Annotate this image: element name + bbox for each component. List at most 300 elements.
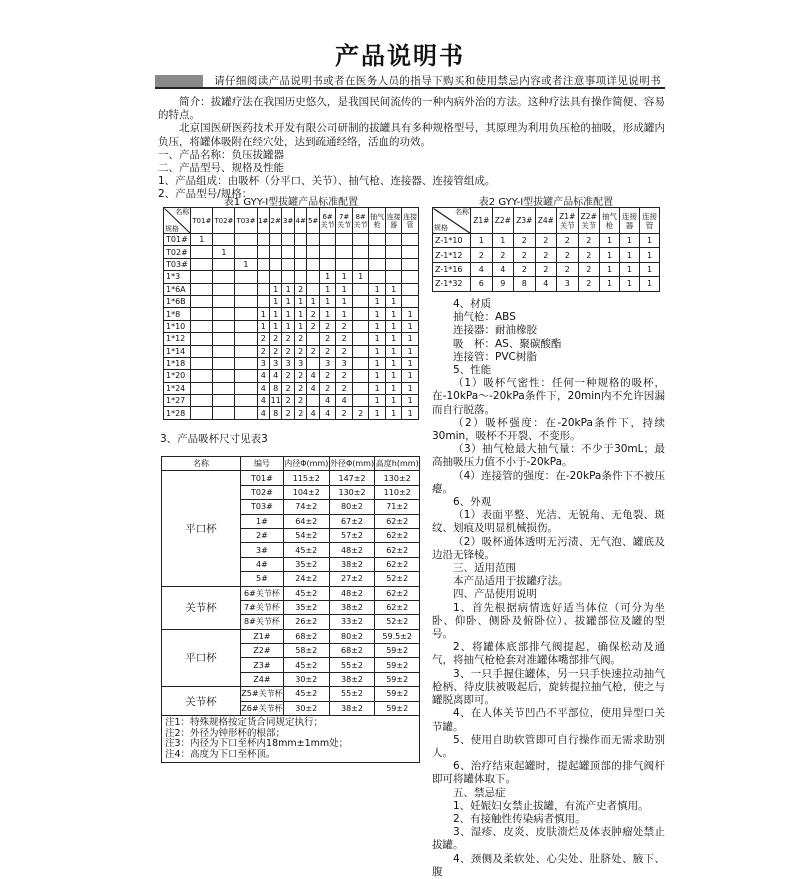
table-cell: 8#关节杯 (241, 615, 284, 629)
table-cell (213, 357, 235, 369)
table2-block (432, 197, 660, 292)
table-row (164, 320, 419, 332)
table-cell: 2 (492, 248, 513, 262)
table-cell: 2 (578, 277, 599, 291)
table-cell: Z5#关节杯 (241, 687, 284, 701)
paragraph: 抽气枪：ABS (453, 311, 516, 324)
table-cell (191, 395, 213, 407)
table-cell: 2 (471, 248, 492, 262)
table-cell: 1 (619, 277, 639, 291)
column-header: Z4# (535, 208, 556, 234)
notes-cell (162, 716, 420, 763)
table-row (433, 262, 660, 276)
table-cell: Z4# (241, 672, 284, 686)
corner-top-label: 名称 (175, 208, 190, 216)
table-cell (352, 357, 369, 369)
column-header: Z1# 关节 (557, 208, 578, 234)
table-cell: 67±2 (329, 514, 375, 528)
table-cell: 1 (269, 308, 281, 320)
paragraph: 2、将罐体底部排气阀提起，确保松动及通气，将抽气枪枪套对准罐体嘴部排气阀。 (432, 641, 665, 667)
table-row (164, 234, 419, 246)
table-cell (235, 234, 257, 246)
table-cell: 2 (336, 333, 353, 345)
table-cell: 38±2 (329, 600, 375, 614)
table-cell: 1 (600, 234, 620, 248)
table-cell: 2 (557, 262, 578, 276)
table-cell: 2 (319, 370, 336, 382)
paragraph: （1）吸杯气密性：任何一种规格的吸杯，在-10kPa～-20kPa条件下，20min内不允许因漏而自行脱落。 (432, 377, 665, 416)
table-cell: 2 (294, 333, 306, 345)
table-cell: 1 (600, 262, 620, 276)
paragraph: （4）连接管的强度：在-20kPa条件下不被压瘪。 (432, 469, 665, 495)
table-row (433, 277, 660, 291)
table-cell: 130±2 (329, 485, 375, 499)
table-cell: 1 (639, 277, 659, 291)
table-cell: 74±2 (283, 500, 329, 514)
paragraph: 连接器：耐油橡胶 (453, 324, 537, 337)
table-cell: 80±2 (329, 629, 375, 643)
note: 注1：特殊规格按定货合同规定执行； (165, 717, 324, 729)
table-cell (369, 234, 386, 246)
table-cell (191, 308, 213, 320)
paragraph: 二、产品型号、规格及性能 (158, 162, 284, 175)
column-header: 外径Φ(mm) (329, 457, 375, 471)
table-cell (257, 234, 269, 246)
table-cell: 2 (294, 283, 306, 295)
table-cell: 33±2 (329, 615, 375, 629)
table-cell: 1 (619, 262, 639, 276)
table-cell: 3 (319, 357, 336, 369)
table-cell: 8 (269, 407, 281, 419)
table-cell: 2 (282, 333, 294, 345)
table-cell (294, 271, 306, 283)
table-cell (352, 370, 369, 382)
column-header: Z2# (492, 208, 513, 234)
table-cell: 1 (402, 345, 419, 357)
table-cell: 62±2 (375, 528, 420, 542)
row-label: T02# (164, 246, 191, 258)
table-cell (402, 234, 419, 246)
subtitle: 请仔细阅读产品说明书或者在医务人员的指导下购买和使用禁忌内容或者注意事项详见说明书 (214, 75, 661, 87)
section3-heading: 3、产品吸杯尺寸见表3 (160, 433, 268, 445)
table-cell: 1 (385, 308, 402, 320)
paragraph: 吸 杯：AS、聚碳酸酯 (453, 337, 562, 350)
table-cell: 62±2 (375, 543, 420, 557)
table-cell: 2 (535, 248, 556, 262)
table2-title: 表2 GYY-I型拔罐产品标准配置 (478, 197, 614, 208)
table-cell: 1 (369, 320, 386, 332)
column-header: 高度h(mm) (375, 457, 420, 471)
table-cell: 4 (492, 262, 513, 276)
table-cell (213, 333, 235, 345)
table-cell (191, 283, 213, 295)
table-cell: 11 (270, 396, 281, 406)
table-cell: 1 (336, 271, 353, 283)
table-cell: 1 (269, 283, 281, 295)
table-cell: 59.5±2 (375, 629, 420, 643)
column-header: 编号 (241, 457, 284, 471)
table-cell: 1 (619, 248, 639, 262)
table-cell (282, 258, 294, 270)
table-cell: 1 (282, 320, 294, 332)
table-cell: Z6#关节杯 (241, 701, 284, 715)
table-cell (235, 407, 257, 419)
table-cell: 59±2 (375, 658, 420, 672)
table-cell: 62±2 (375, 600, 420, 614)
table-cell: 1 (402, 407, 419, 419)
table-cell: 2 (319, 345, 336, 357)
row-label: 1*28 (164, 407, 191, 419)
column-header: 5# (307, 208, 319, 234)
paragraph: （2）吸杯强度：在-20kPa条件下，持续30min，吸杯不开裂、不变形。 (432, 416, 665, 443)
paragraph: （3）抽气枪最大抽气量：不少于30mL；最高抽吸压力值不小于-20kPa。 (432, 443, 665, 469)
table-cell (235, 370, 257, 382)
paragraph: 2、有接触性传染病者慎用。 (453, 812, 586, 825)
table-cell: 1 (600, 277, 620, 291)
table-cell: 45±2 (283, 658, 329, 672)
table-row (164, 246, 419, 258)
table-cell: 2 (319, 333, 336, 345)
table-cell: 1 (319, 283, 336, 295)
table-cell: 130±2 (375, 471, 420, 485)
table-cell (294, 258, 306, 270)
table3-block (161, 456, 420, 763)
table-cell: 57±2 (329, 528, 375, 542)
table-cell: 4 (319, 395, 336, 407)
table-cell: 1 (385, 357, 402, 369)
paragraph: 6、治疗结束起罐时，提起罐顶部的排气阀杆即可将罐体取下。 (432, 760, 665, 786)
table-row (164, 357, 419, 369)
row-label: 1*3 (164, 271, 191, 283)
table-cell: 1 (257, 308, 269, 320)
table-cell: 2 (319, 382, 336, 394)
row-label: Z-1*10 (433, 234, 471, 248)
table-cell: T01# (241, 471, 284, 485)
table-cell (213, 283, 235, 295)
paragraph: （2）吸杯通体透明无污渍、无气泡、罐底及边沿无锋棱。 (432, 535, 665, 561)
table-row (164, 407, 419, 419)
paragraph: 3、湿疹、皮炎、皮肤溃烂及体表肿瘤处禁止拔罐。 (432, 826, 665, 852)
table-cell (191, 370, 213, 382)
paragraph: 6、外观 (453, 496, 492, 509)
column-header: 抽气 枪 (369, 208, 386, 234)
table-cell: 45±2 (283, 543, 329, 557)
column-header: Z1# (471, 208, 492, 234)
table-cell: 35±2 (283, 600, 329, 614)
table-cell: 2 (294, 345, 306, 357)
table-row (164, 333, 419, 345)
table-cell (294, 234, 306, 246)
table-cell: 68±2 (283, 629, 329, 643)
table-cell (213, 234, 235, 246)
table-cell: 1 (191, 234, 213, 246)
note: 注4：高度为下口至杯顶。 (165, 748, 276, 760)
table-cell: 45±2 (283, 687, 329, 701)
table-cell (282, 246, 294, 258)
table-cell: 2 (514, 262, 535, 276)
table-row (162, 586, 420, 600)
table-cell: 115±2 (283, 471, 329, 485)
table-cell: 1 (402, 320, 419, 332)
table-cell (257, 295, 269, 307)
table-cell: 1 (257, 320, 269, 332)
table-cell: 2 (282, 407, 294, 419)
table-cell (352, 295, 369, 307)
table-cell: 2 (336, 370, 353, 382)
table-row (162, 629, 420, 643)
table-cell (213, 295, 235, 307)
table-cell: 104±2 (283, 485, 329, 499)
paragraph: （1）表面平整、光洁、无锐角、无龟裂、斑纹、划痕及明显机械损伤。 (432, 509, 665, 535)
table-cell: 147±2 (329, 471, 375, 485)
table-cell: 1 (385, 370, 402, 382)
table-cell: 1 (600, 248, 620, 262)
table-cell (235, 357, 257, 369)
table-cell: 4 (269, 370, 281, 382)
table-cell: 55±2 (329, 658, 375, 672)
table-cell: 4 (307, 370, 319, 382)
table-cell: 1 (369, 395, 386, 407)
table-cell: 2 (294, 407, 306, 419)
table-cell: 2 (336, 345, 353, 357)
table-cell: 2 (257, 333, 269, 345)
table-cell (257, 258, 269, 270)
table-cell: 62±2 (375, 514, 420, 528)
group-name: 平口杯 (162, 629, 241, 687)
column-header: 1# (257, 208, 269, 234)
row-label: Z-1*32 (433, 277, 471, 291)
table-cell: 2 (578, 234, 599, 248)
table-cell: 26±2 (283, 615, 329, 629)
table-cell: T03# (241, 500, 284, 514)
table-cell (352, 234, 369, 246)
table-cell (235, 308, 257, 320)
paragraph: 北京国医研医药技术开发有限公司研制的拔罐具有多种规格型号，其原理为利用负压枪的抽吸，形成罐内负压，将罐体吸附在经穴处，达到疏通经络，活血的功效。 (158, 122, 665, 148)
paragraph: 本产品适用于拔罐疗法。 (453, 575, 569, 588)
table-cell (369, 258, 386, 270)
table-cell: 3 (557, 277, 578, 291)
table-cell (402, 258, 419, 270)
table-row (164, 382, 419, 394)
table-cell: 80±2 (329, 500, 375, 514)
paragraph: 5、性能 (453, 364, 492, 377)
table-cell: 1 (369, 407, 386, 419)
paragraph: 5、使用自助软管即可自行操作而无需求助别人。 (432, 733, 665, 759)
row-label: 1*6B (164, 295, 191, 307)
table-cell: 2 (535, 262, 556, 276)
row-label: T01# (164, 234, 191, 246)
table-cell: 2 (336, 320, 353, 332)
paragraph: 三、适用范围 (453, 562, 516, 575)
table-cell: 1 (213, 246, 235, 258)
table-cell: 2 (257, 345, 269, 357)
table-cell: 1 (235, 258, 257, 270)
table-cell: 1 (385, 333, 402, 345)
table-cell: 1 (336, 283, 353, 295)
table2 (432, 207, 660, 292)
table-row (164, 395, 419, 407)
table-cell: 4 (319, 407, 336, 419)
table-cell: Z1# (241, 629, 284, 643)
table-cell: 1 (369, 345, 386, 357)
table-cell (235, 345, 257, 357)
table-cell: 8 (514, 277, 535, 291)
table-cell: 1 (639, 234, 659, 248)
table-cell (385, 246, 402, 258)
table-cell (369, 271, 386, 283)
header-row (433, 208, 660, 234)
table-cell (235, 271, 257, 283)
table-cell: 4 (535, 277, 556, 291)
corner-bottom-label: 规格 (434, 224, 448, 232)
table-cell: 62±2 (375, 557, 420, 571)
table-cell: 4 (257, 395, 269, 407)
table-cell: 1# (241, 514, 284, 528)
note: 注3：内径为下口至杯内18mm±1mm处； (165, 738, 349, 750)
table-cell (369, 246, 386, 258)
table-cell: 2 (282, 370, 294, 382)
row-label: T03# (164, 258, 191, 270)
table-cell: 38±2 (329, 672, 375, 686)
table-cell: 1 (492, 234, 513, 248)
table1-title: 表1 GYY-I型拔罐产品标准配置 (223, 197, 359, 208)
table-row (164, 283, 419, 295)
table-cell (307, 357, 319, 369)
table-row (164, 308, 419, 320)
table-cell: T02# (241, 485, 284, 499)
table-cell (282, 234, 294, 246)
table-cell: 3 (269, 357, 281, 369)
table-cell (257, 246, 269, 258)
table-cell (402, 271, 419, 283)
column-header: 连接 器 (385, 208, 402, 234)
table-cell: 9 (492, 277, 513, 291)
table-cell: 6 (471, 277, 492, 291)
table-cell: 1 (319, 295, 336, 307)
table-cell (235, 283, 257, 295)
row-label: 1*18 (164, 357, 191, 369)
table-cell (402, 295, 419, 307)
table-cell (307, 333, 319, 345)
right-column-text (432, 298, 665, 879)
table-cell (191, 357, 213, 369)
table-cell: 2 (294, 382, 306, 394)
table-cell (213, 407, 235, 419)
row-label: 1*24 (164, 382, 191, 394)
table-cell (213, 258, 235, 270)
corner-top-label: 名称 (455, 208, 470, 216)
table-cell (352, 258, 369, 270)
table-cell: 2 (282, 382, 294, 394)
table-cell: 2 (336, 407, 353, 419)
table-cell (402, 283, 419, 295)
table-cell (282, 271, 294, 283)
table-row (433, 234, 660, 248)
table-cell (235, 382, 257, 394)
column-header: 内径Φ(mm) (283, 457, 329, 471)
table-cell: 2 (282, 345, 294, 357)
table-cell: 2 (514, 234, 535, 248)
table-cell: 1 (639, 262, 659, 276)
table-cell: 71±2 (375, 500, 420, 514)
table-cell (213, 370, 235, 382)
table-cell (235, 320, 257, 332)
column-header: 3# (282, 208, 294, 234)
header-row (164, 208, 419, 234)
row-label: 1*20 (164, 370, 191, 382)
table-cell: 27±2 (329, 572, 375, 586)
table-cell: 1 (369, 333, 386, 345)
table-cell (257, 271, 269, 283)
table-cell: 30±2 (283, 701, 329, 715)
table-cell (191, 246, 213, 258)
table-cell: 6#关节杯 (241, 586, 284, 600)
paragraph: 一、产品名称：负压拔罐器 (158, 148, 284, 161)
table-cell (307, 395, 319, 407)
table-cell: 1 (385, 395, 402, 407)
table-cell: 52±2 (375, 572, 420, 586)
column-header: 7# 关节 (336, 208, 353, 234)
table-cell (307, 246, 319, 258)
table-cell: 54±2 (283, 528, 329, 542)
table-cell (307, 258, 319, 270)
table-cell: 48±2 (329, 586, 375, 600)
table-cell (352, 395, 369, 407)
table-cell (336, 234, 353, 246)
row-label: Z-1*16 (433, 262, 471, 276)
table-cell: 1 (385, 295, 402, 307)
row-label: 1*6A (164, 283, 191, 295)
column-header: 6# 关节 (319, 208, 336, 234)
paragraph: 五、禁忌症 (453, 786, 506, 799)
corner-bottom-label: 规格 (165, 225, 179, 233)
table-cell (352, 308, 369, 320)
paragraph: 3、一只手握住罐体，另一只手快速拉动抽气枪柄、待皮肤被吸起后，旋转提拉抽气枪，使之与罐脱离即可。 (432, 667, 665, 707)
intro-section (158, 96, 665, 202)
table-cell: 4 (307, 382, 319, 394)
table-cell: 3 (257, 357, 269, 369)
table-cell: 1 (619, 234, 639, 248)
table-cell: 1 (385, 407, 402, 419)
table-cell (294, 246, 306, 258)
table-cell: 4 (307, 407, 319, 419)
table-cell: 7#关节杯 (241, 600, 284, 614)
table-cell (385, 234, 402, 246)
table-cell: 4 (257, 407, 269, 419)
table-cell (235, 395, 257, 407)
table-cell (235, 333, 257, 345)
table-cell: 1 (282, 295, 294, 307)
table-cell: 1 (402, 395, 419, 407)
table-row (164, 345, 419, 357)
table-row (162, 687, 420, 701)
table-cell (319, 246, 336, 258)
table-cell: 1 (369, 308, 386, 320)
table-cell (213, 345, 235, 357)
row-label: 1*8 (164, 308, 191, 320)
table-row (164, 271, 419, 283)
table-cell (319, 258, 336, 270)
corner-cell (433, 208, 471, 234)
table-cell: 62±2 (375, 586, 420, 600)
column-header: 2# (269, 208, 281, 234)
table-cell: 35±2 (283, 557, 329, 571)
table-cell: 59±2 (375, 672, 420, 686)
table-cell: 52±2 (375, 615, 420, 629)
table-cell: 48±2 (329, 543, 375, 557)
table-cell (191, 295, 213, 307)
table-cell: 3# (241, 543, 284, 557)
